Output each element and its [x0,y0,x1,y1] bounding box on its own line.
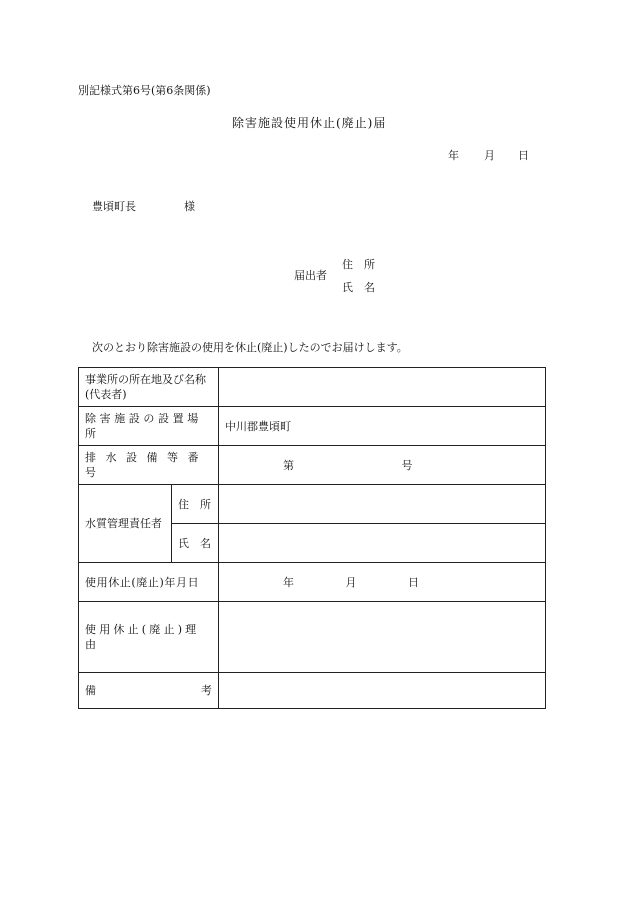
office-value-cell[interactable] [219,368,546,407]
form-number: 別記様式第6号(第6条関係) [78,84,211,97]
notifier-address-label: 住 所 [342,258,375,271]
page-title: 除害施設使用休止(廃止)届 [232,116,387,130]
table-row-remarks [79,673,546,709]
reason-label-cell [79,602,219,673]
remarks-label-1: 備 [85,684,96,697]
date-month-label: 月 [484,149,495,162]
date-day-label: 日 [518,149,529,162]
addressee-honorific: 様 [184,200,195,213]
manager-label: 水質管理責任者 [85,517,162,530]
reason-label: 使用休止(廃止)理由 [85,623,200,651]
date-month: 月 [345,575,357,589]
office-label-line2: (代表者) [85,388,127,401]
form-table [78,367,546,709]
date-year-label: 年 [448,149,459,162]
date-value-cell[interactable] [219,563,546,602]
intro-text: 次のとおり除害施設の使用を休止(廃止)したのでお届けします。 [92,341,408,354]
office-label-line1: 事業所の所在地及び名称 [85,373,206,386]
manager-address-label: 住 所 [178,497,211,511]
number-suffix: 号 [401,458,413,472]
date-label-cell [79,563,219,602]
reason-value-cell[interactable] [219,602,546,673]
date-year: 年 [283,575,294,589]
remarks-label-2: 考 [201,684,212,697]
location-value-cell[interactable] [219,407,546,446]
table-row-number [79,446,546,485]
manager-name-label-cell [172,524,219,563]
notifier-name-label: 氏 名 [342,281,375,294]
number-label: 排水設備等番号 [85,451,208,479]
table-row-office [79,368,546,407]
manager-address-label-cell [172,485,219,524]
manager-address-value-cell[interactable] [219,485,546,524]
location-label-cell [79,407,219,446]
table-row-manager-address [79,485,546,524]
remarks-label-cell [79,673,219,709]
location-value: 中川郡豊頃町 [225,419,291,433]
table-row-location [79,407,546,446]
date-day: 日 [408,575,419,589]
manager-name-label: 氏 名 [178,536,211,550]
location-label: 除害施設の設置場所 [85,412,202,440]
number-label-cell [79,446,219,485]
table-row-date [79,563,546,602]
remarks-value-cell[interactable] [219,673,546,709]
number-prefix: 第 [283,458,294,472]
manager-label-cell [79,485,172,563]
table-row-reason [79,602,546,673]
number-value-cell[interactable] [219,446,546,485]
date-label: 使用休止(廃止)年月日 [85,575,200,589]
addressee-name: 豊頃町長 [92,200,136,213]
notifier-label: 届出者 [294,269,327,282]
office-label-cell [79,368,219,407]
manager-name-value-cell[interactable] [219,524,546,563]
